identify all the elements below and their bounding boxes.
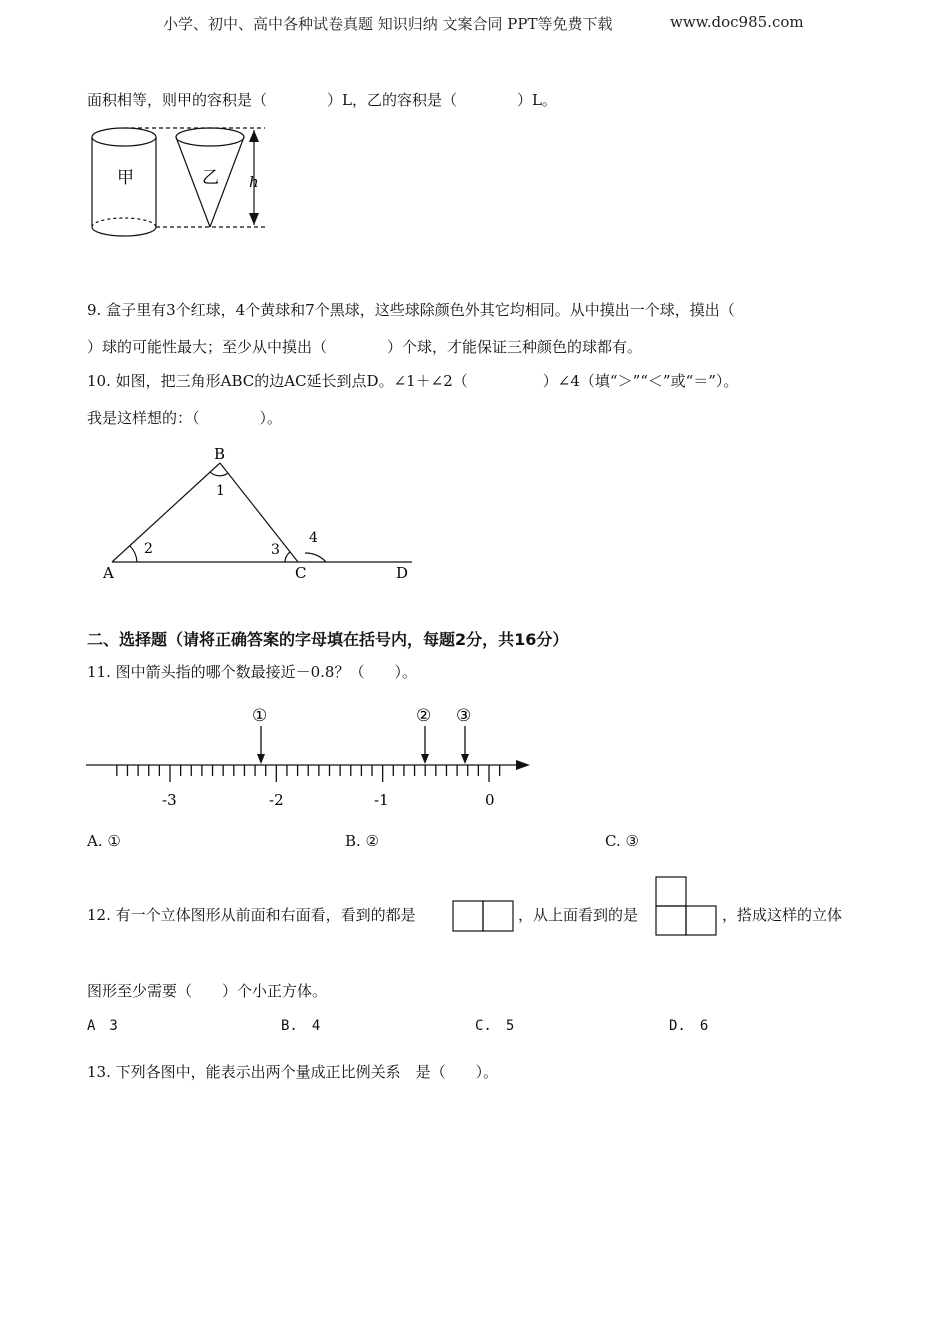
q8-line: 面积相等，则甲的容积是（ ）L，乙的容积是（ ）L。 [87,91,557,109]
label-D: D [396,564,409,582]
tick-label-neg1: -1 [374,791,389,809]
q12-option-b[interactable]: B. 4 [281,1018,321,1034]
label-C: C [295,564,307,582]
label-yi: 乙 [202,168,219,188]
q10-line2: 我是这样想的：（ ）。 [87,409,283,427]
label-angle1: 1 [216,483,225,499]
tick-label-0: 0 [485,791,495,809]
label-angle2: 2 [144,541,153,557]
q12-part2: ，从上面看到的是 [518,906,639,924]
header-url[interactable]: www.doc985.com [670,13,804,31]
q11-option-a[interactable]: A. ① [87,832,121,850]
q10-triangle-figure [95,440,425,585]
label-B: B [214,445,226,463]
q12-option-c[interactable]: C. 5 [475,1018,515,1034]
q12-line2: 图形至少需要（ ）个小正方体。 [87,982,328,1000]
q12-option-d[interactable]: D. 6 [669,1018,709,1034]
label-angle3: 3 [271,542,280,558]
q12-option-a[interactable]: A 3 [87,1018,118,1034]
arrow-label-1: ① [252,706,268,726]
q12-top-view-figure [655,876,718,937]
tick-label-neg2: -2 [269,791,284,809]
tick-label-neg3: -3 [162,791,177,809]
q13-text: 13. 下列各图中，能表示出两个量成正比例关系 是（ ）。 [87,1063,499,1081]
q11-option-c[interactable]: C. ③ [605,832,639,850]
q12-part1: 12. 有一个立体图形从前面和右面看，看到的都是 [87,906,416,924]
q11-option-b[interactable]: B. ② [345,832,380,850]
label-A: A [103,564,114,582]
q11-text: 11. 图中箭头指的哪个数最接近－0.8？（ ）。 [87,663,417,681]
arrow-label-3: ③ [456,706,472,726]
header-text: 小学、初中、高中各种试卷真题 知识归纳 文案合同 PPT等免费下载 [163,15,613,33]
label-angle4: 4 [309,530,318,546]
q9-line1: 9. 盒子里有3个红球，4个黄球和7个黑球，这些球除颜色外其它均相同。从中摸出一个球，摸出（ [87,301,735,319]
q12-front-view-figure [452,900,514,933]
q9-line2: ）球的可能性最大；至少从中摸出（ ）个球，才能保证三种颜色的球都有。 [87,338,643,356]
label-jia: 甲 [117,168,134,188]
q10-line1: 10. 如图，把三角形ABC的边AC延长到点D。∠1＋∠2（ ）∠4（填“＞”“＜”或“＝”）。 [87,372,739,390]
label-h: h [249,173,259,191]
section2-title: 二、选择题（请将正确答案的字母填在括号内，每题2分，共16分） [87,630,569,649]
q8-figure-cylinder-cone [80,120,280,245]
arrow-label-2: ② [416,706,432,726]
q12-part3: ，搭成这样的立体 [722,906,843,924]
q11-number-line [80,700,540,815]
